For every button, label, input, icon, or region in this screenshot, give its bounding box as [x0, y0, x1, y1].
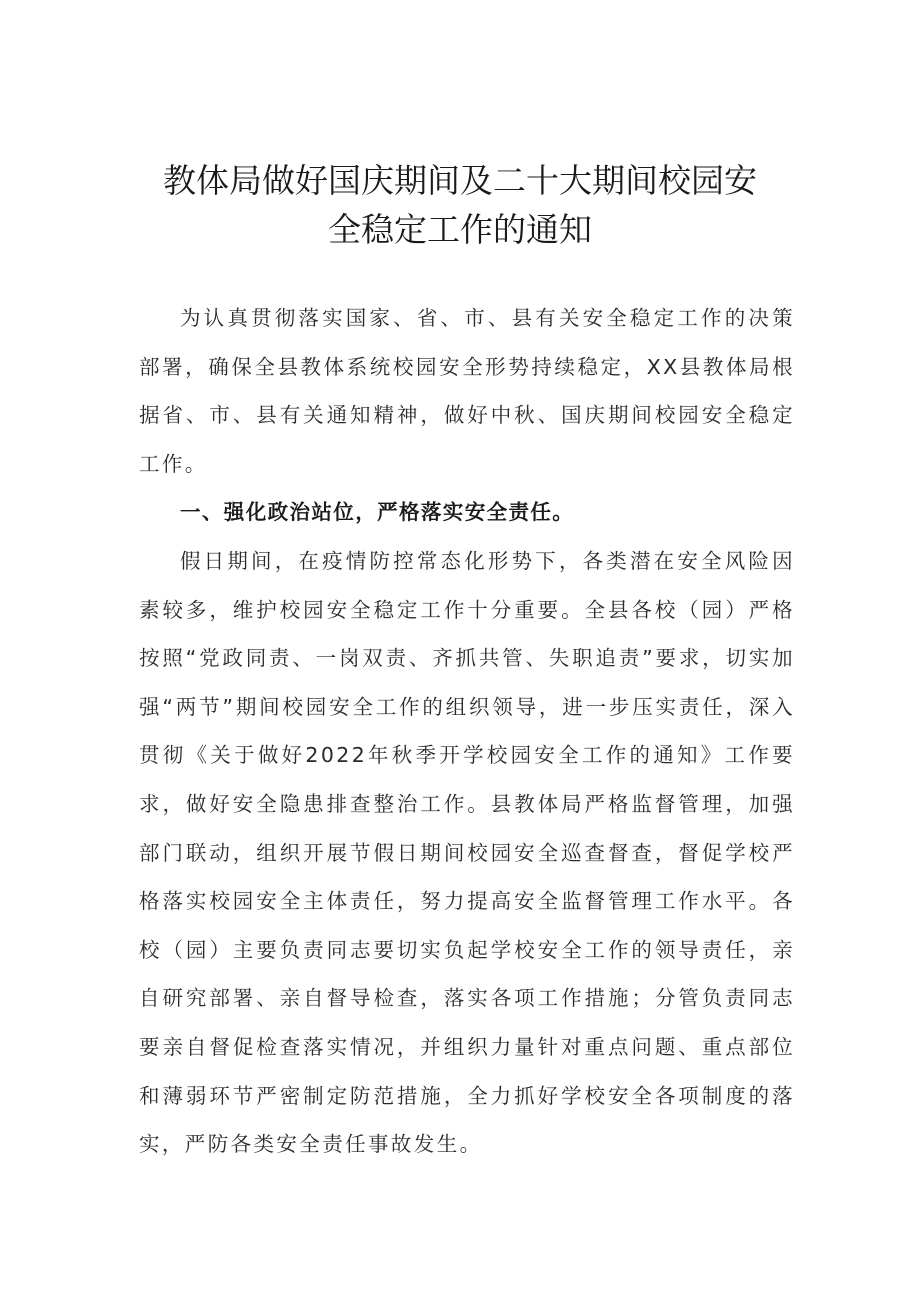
title-line-1: 教体局做好国庆期间及二十大期间校园安	[163, 161, 757, 200]
title-line-2: 全稳定工作的通知	[328, 210, 592, 249]
section-1-heading: 一、强化政治站位，严格落实安全责任。	[180, 500, 575, 525]
section-1-paragraph: 假日期间，在疫情防控常态化形势下，各类潜在安全风险因素较多，维护校园安全稳定工作十分重要。全县各校（园）严格按照“党政同责、一岗双责、齐抓共管、失职追责”要求，切实加强“两节”期间校园安全工作的组织领导，进一步压实责任，深入贯彻《关于做好2022年秋季开学校园安全工作的通知》工作要求，做好安全隐患排查整治工作。县教体局严格监督管理，加强部门联动，组织开展节假日期间校园安全巡查督查，督促学校严格落实校园安全主体责任，努力提高安全监督管理工作水平。各校（园）主要负责同志要切实负起学校安全工作的领导责任，亲自研究部署、亲自督导检查，落实各项工作措施；分管负责同志要亲自督促检查落实情况，并组织力量针对重点问题、重点部位和薄弱环节严密制定防范措施，全力抓好学校安全各项制度的落实，严防各类安全责任事故发生。	[139, 548, 795, 1157]
document-body	[139, 294, 795, 1169]
document-title	[120, 156, 800, 254]
intro-paragraph: 为认真贯彻落实国家、省、市、县有关安全稳定工作的决策部署，确保全县教体系统校园安全形势持续稳定，XX县教体局根据省、市、县有关通知精神，做好中秋、国庆期间校园安全稳定工作。	[139, 306, 795, 476]
